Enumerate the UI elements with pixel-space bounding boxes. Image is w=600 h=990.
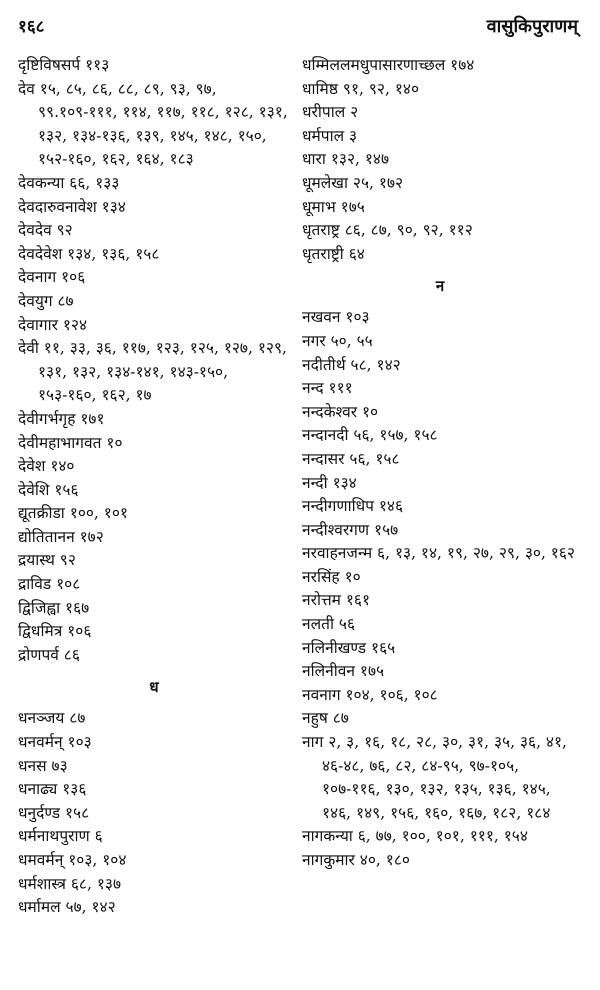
page-header [18, 14, 578, 54]
index-entry: धर्मशास्त्र ६८, १३७ [18, 874, 122, 893]
index-entry: नलती ५६ [302, 615, 356, 634]
index-entry: नवनाग १०४, १०६, १०८ [302, 685, 438, 704]
index-entry: नाग २, ३, १६, १८, २८, ३०, ३१, ३५, ३६, ४१, ४६-४८, ७६, ८२, ८४-९५, ९७-१०५, १०७-११६, १३०, १३२, १३५, १३६, १४५, १४६, १४९, १५६, १६०, १६७, १८२, १८४ [302, 733, 567, 822]
index-entry: धनाढ्य १३६ [18, 780, 87, 799]
index-entry: नरोत्तम १६१ [302, 591, 371, 610]
index-entry: द्यूतक्रीडा १००, १०१ [18, 504, 128, 523]
index-entry: धर्मपाल ३ [302, 126, 358, 145]
index-entry: देवकन्या ६६, १३३ [18, 173, 120, 192]
index-entry: धमवर्मन् १०३, १०४ [18, 851, 127, 869]
left-entries-bottom [18, 707, 290, 919]
index-entry: नागकन्या ६, ७७, १००, १०१, १११, १५४ [302, 827, 528, 846]
index-entry: नन्दीगणाधिप १४६ [302, 497, 404, 516]
index-entry: देवदेव ९२ [18, 221, 73, 240]
index-entry: धनस ७३ [18, 756, 68, 775]
index-entry: देवी ११, ३३, ३६, ११७, १२३, १२५, १२७, १२९, १३१, १३२, १३४-१४१, १४३-१५०, १५३-१६०, १६२, १७ [18, 339, 287, 405]
index-entry: नन्दी १३४ [302, 473, 357, 492]
index-entry: धनवर्मन् १०३ [18, 733, 92, 752]
left-column [18, 54, 290, 920]
index-entry: द्योतितानन १७२ [18, 527, 104, 546]
index-entry: देव १५, ८५, ८६, ८८, ८९, ९३, ९७, ९९.१०९-१११, ११४, ११७, ११८, १२८, १३१, १३२, १३४-१३६, १३९, १४५, १४८, १५०, १५२-१६०, १६२, १६४, १८३ [18, 79, 288, 169]
index-entry: द्राविड १०८ [18, 575, 81, 594]
index-entry: देवीमहाभागवत १० [18, 433, 123, 452]
index-entry: नन्दानदी ५६, १५७, १५८ [302, 426, 438, 445]
right-column [302, 54, 578, 920]
running-title: वासुकिपुराणम् [486, 16, 578, 37]
right-entries-top [302, 54, 578, 266]
index-entry: दृष्टिविषसर्प ११३ [18, 56, 110, 74]
index-entry: धर्मामल ५७, १४२ [18, 898, 116, 917]
index-entry: देवीगर्भगृह १७१ [18, 409, 105, 428]
index-entry: नगर ५०, ५५ [302, 331, 373, 350]
index-entry: देवयुग ८७ [18, 291, 74, 310]
index-entry: द्रयास्थ ९२ [18, 551, 76, 570]
index-entry: धनञ्जय ८७ [18, 709, 86, 728]
index-entry: नागकुमार ४०, १८० [302, 851, 410, 869]
index-entry: नन्द १११ [302, 379, 353, 398]
index-entry: धूमलेखा २५, १७२ [302, 173, 404, 192]
index-entry: देवदारुवनावेश १३४ [18, 197, 126, 216]
index-entry: धम्मिललमधुपासारणाच्छल १७४ [302, 56, 475, 74]
index-entry: धामिष्ठ ९१, ९२, १४० [302, 79, 420, 98]
index-entry: देवदेवेश १३४, १३६, १५८ [18, 244, 160, 263]
index-entry: नदीतीर्थ ५८, १४२ [302, 355, 401, 374]
index-entry: धरीपाल २ [302, 103, 359, 122]
index-entry: नहुष ८७ [302, 709, 349, 728]
index-entry: देवेश १४० [18, 457, 75, 476]
index-entry: द्विधमित्र १०६ [18, 622, 92, 641]
index-entry: नलिनीवन १७५ [302, 662, 385, 681]
section-letter-dha: ध [149, 678, 159, 697]
index-entry: धृतराष्ट्री ६४ [302, 244, 365, 263]
section-letter-na: न [435, 277, 445, 296]
index-entry: धर्मनाथपुराण ६ [18, 827, 103, 846]
index-entry: नन्दकेश्वर १० [302, 402, 379, 421]
index-entry: नन्दासर ५६, १५८ [302, 449, 400, 468]
left-entries-top [18, 54, 290, 667]
index-entry: नन्दीश्वरगण १५७ [302, 520, 399, 539]
index-entry: धारा १३२, १४७ [302, 150, 390, 169]
index-columns [18, 54, 578, 920]
index-entry: धनुर्दण्ड १५८ [18, 803, 90, 822]
index-entry: द्रोणपर्व ८६ [18, 645, 80, 664]
index-entry: द्विजिह्वा १६७ [18, 598, 90, 617]
index-entry: देवनाग १०६ [18, 268, 86, 287]
index-entry: देवेशि १५६ [18, 480, 79, 499]
index-entry: धूमाभ १७५ [302, 197, 365, 216]
index-entry: नरसिंह १० [302, 567, 361, 586]
right-entries-bottom [302, 306, 578, 872]
index-entry: धृतराष्ट्र ८६, ८७, ९०, ९२, ११२ [302, 221, 473, 240]
index-entry: नलिनीखण्ड १६५ [302, 638, 396, 657]
index-entry: देवागार १२४ [18, 315, 88, 334]
index-entry: नरवाहनजन्म ६, १३, १४, १९, २७, २९, ३०, १६२ [302, 544, 575, 563]
page-number: १६८ [18, 17, 45, 37]
index-entry: नखवन १०३ [302, 308, 370, 327]
